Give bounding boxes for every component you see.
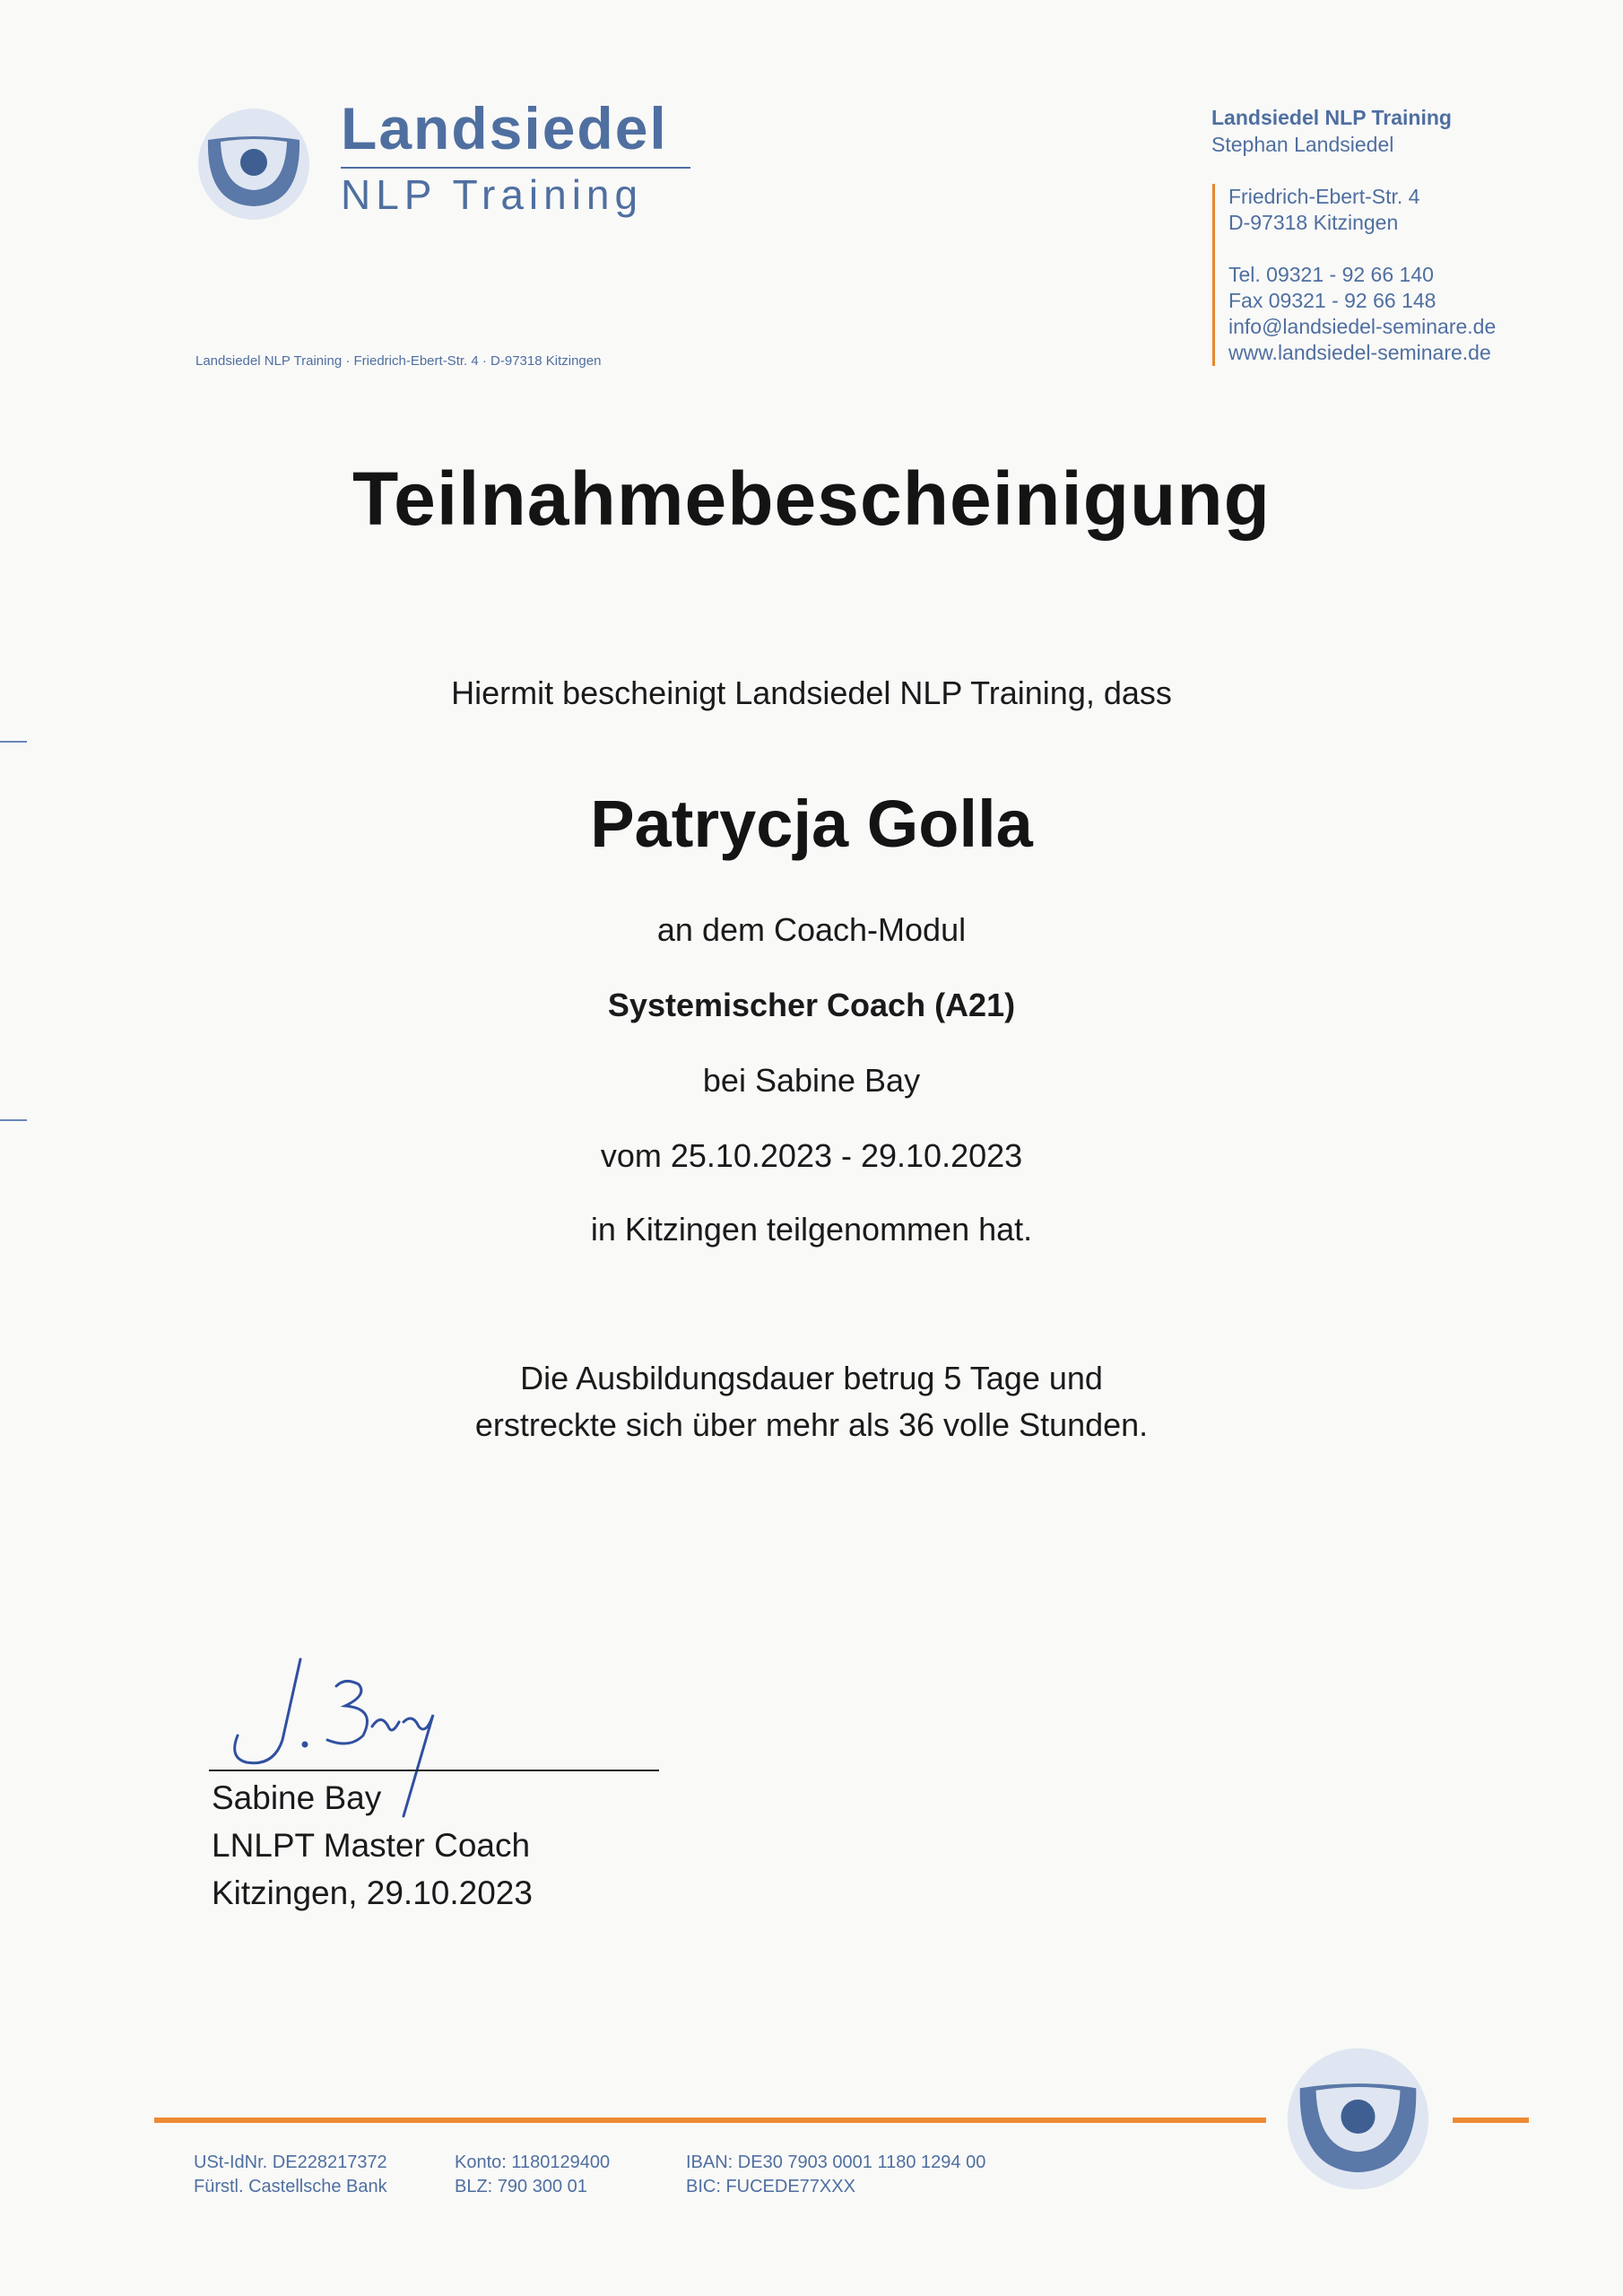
date-line: vom 25.10.2023 - 29.10.2023 (600, 1137, 1023, 1174)
place-line: in Kitzingen teilgenommen hat. (590, 1211, 1033, 1248)
sender-address-line: Landsiedel NLP Training · Friedrich-Ebert-Str. 4 · D-97318 Kitzingen (195, 353, 602, 369)
footer-ust: USt-IdNr. DE228217372 (194, 2152, 387, 2172)
contact-details (1212, 184, 1496, 366)
contact-header (1211, 104, 1452, 158)
signer-place-date: Kitzingen, 29.10.2023 (212, 1874, 533, 1911)
footer-rule-right (1453, 2118, 1529, 2123)
brand-name: Landsiedel (341, 95, 668, 161)
certificate-intro: Hiermit bescheinigt Landsiedel NLP Training, dass (451, 674, 1172, 711)
duration-line-2: erstreckte sich über mehr als 36 volle Stunden. (474, 1406, 1149, 1443)
footer-account (455, 2151, 610, 2199)
trainer-line: bei Sabine Bay (702, 1062, 921, 1099)
footer-blz: BLZ: 790 300 01 (455, 2177, 587, 2196)
landsiedel-logo-icon (195, 106, 312, 222)
signer-role: LNLPT Master Coach (212, 1827, 531, 1864)
contact-city: D-97318 Kitzingen (1228, 211, 1399, 234)
footer-rule-left (154, 2118, 1266, 2123)
brand-wordmark (341, 95, 690, 218)
brand-divider (341, 167, 690, 169)
contact-street: Friedrich-Ebert-Str. 4 (1228, 185, 1420, 208)
brand-subtitle: NLP Training (341, 171, 644, 218)
contact-person: Stephan Landsiedel (1211, 133, 1394, 156)
signer-name: Sabine Bay (212, 1779, 382, 1816)
duration-line-1: Die Ausbildungsdauer betrug 5 Tage und (520, 1360, 1103, 1396)
signer-block (212, 1774, 533, 1917)
contact-fax: Fax 09321 - 92 66 148 (1228, 289, 1436, 312)
contact-website[interactable]: www.landsiedel-seminare.de (1228, 341, 1491, 364)
footer-iban-bic (686, 2151, 985, 2199)
contact-company: Landsiedel NLP Training (1211, 106, 1452, 129)
participant-name: Patrycja Golla (590, 787, 1033, 861)
fold-mark-top (0, 741, 27, 743)
footer-tax-bank (194, 2151, 387, 2199)
contact-email[interactable]: info@landsiedel-seminare.de (1228, 315, 1497, 338)
footer-iban: IBAN: DE30 7903 0001 1180 1294 00 (686, 2152, 986, 2172)
footer-bank: Fürstl. Castellsche Bank (194, 2177, 387, 2196)
module-line: an dem Coach-Modul (656, 911, 967, 948)
module-name: Systemischer Coach (A21) (607, 987, 1016, 1023)
signature-line (209, 1770, 659, 1771)
footer-konto: Konto: 1180129400 (455, 2152, 611, 2172)
certificate-title: Teilnahmebescheinigung (352, 457, 1271, 541)
footer-bic: BIC: FUCEDE77XXX (686, 2177, 855, 2196)
fold-mark-bottom (0, 1119, 27, 1121)
contact-tel: Tel. 09321 - 92 66 140 (1228, 263, 1434, 286)
footer-logo-icon (1284, 2045, 1432, 2193)
